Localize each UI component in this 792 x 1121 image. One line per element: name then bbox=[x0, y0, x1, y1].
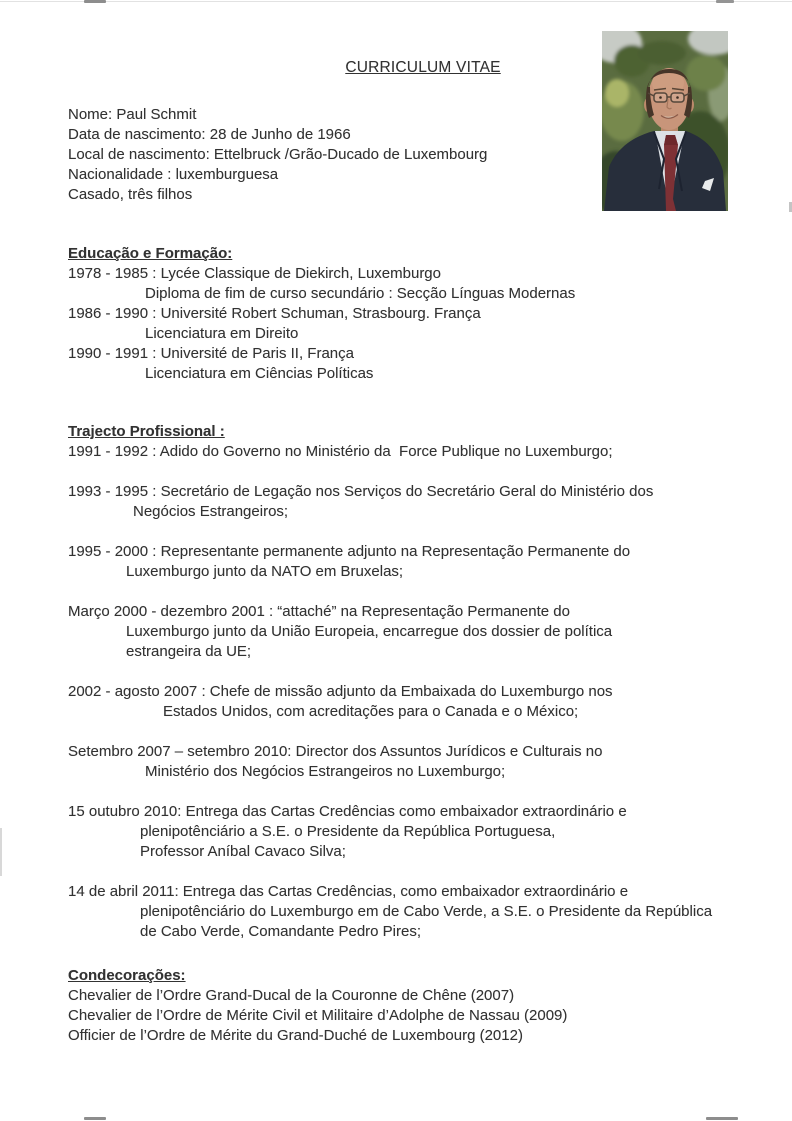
education-line: Licenciatura em Direito bbox=[145, 325, 299, 342]
career-line: 14 de abril 2011: Entrega das Cartas Credências, como embaixador extraordinário e bbox=[68, 883, 629, 900]
career-line: plenipotênciário do Luxemburgo em de Cabo Verde, a S.E. o Presidente da República bbox=[140, 903, 713, 920]
career-line: estrangeira da UE; bbox=[126, 643, 252, 660]
personal-name-line: Nome: Paul Schmit bbox=[68, 106, 197, 123]
section-heading-career: Trajecto Profissional : bbox=[68, 423, 225, 440]
career-entry-1991 bbox=[68, 442, 764, 462]
personal-birthdate-line: Data de nascimento: 28 de Junho de 1966 bbox=[68, 126, 351, 143]
career-entry-2010 bbox=[68, 802, 764, 862]
scan-artifact-bottom-dash-left bbox=[84, 1117, 106, 1120]
section-education bbox=[68, 244, 764, 384]
career-entry-1995 bbox=[68, 542, 764, 582]
honors-line: Chevalier de l’Ordre de Mérite Civil et Militaire d’Adolphe de Nassau (2009) bbox=[68, 1007, 568, 1024]
career-entry-1993 bbox=[68, 482, 764, 522]
education-line: 1986 - 1990 : Université Robert Schuman, Strasbourg. França bbox=[68, 305, 481, 322]
career-line: Luxemburgo junto da União Europeia, encarregue dos dossier de política bbox=[126, 623, 613, 640]
section-honors bbox=[68, 966, 764, 1046]
career-line: 2002 - agosto 2007 : Chefe de missão adjunto da Embaixada do Luxemburgo nos bbox=[68, 683, 613, 700]
page-title: CURRICULUM VITAE bbox=[345, 59, 501, 76]
section-heading-education: Educação e Formação: bbox=[68, 245, 233, 262]
career-line: Professor Aníbal Cavaco Silva; bbox=[140, 843, 346, 860]
personal-family-line: Casado, três filhos bbox=[68, 186, 193, 203]
education-line: 1978 - 1985 : Lycée Classique de Diekirch, Luxemburgo bbox=[68, 265, 441, 282]
education-line: Licenciatura em Ciências Políticas bbox=[145, 365, 374, 382]
section-heading-honors: Condecorações: bbox=[68, 967, 186, 984]
career-line: 1991 - 1992 : Adido do Governo no Ministério da Force Publique no Luxemburgo; bbox=[68, 443, 613, 460]
honors-line: Chevalier de l’Ordre Grand-Ducal de la Couronne de Chêne (2007) bbox=[68, 987, 515, 1004]
career-entry-2002 bbox=[68, 682, 764, 722]
career-line: Negócios Estrangeiros; bbox=[133, 503, 289, 520]
career-entry-2011 bbox=[68, 882, 764, 942]
career-entry-2007 bbox=[68, 742, 764, 782]
personal-birthplace-line: Local de nascimento: Ettelbruck /Grão-Ducado de Luxembourg bbox=[68, 146, 488, 163]
career-line: 1993 - 1995 : Secretário de Legação nos Serviços do Secretário Geral do Ministério dos bbox=[68, 483, 654, 500]
honors-line: Officier de l’Ordre de Mérite du Grand-Duché de Luxembourg (2012) bbox=[68, 1027, 523, 1044]
scan-artifact-bottom-dash-right bbox=[706, 1117, 738, 1120]
education-line: Diploma de fim de curso secundário : Secção Línguas Modernas bbox=[145, 285, 576, 302]
personal-nationality-line: Nacionalidade : luxemburguesa bbox=[68, 166, 279, 183]
career-line: Março 2000 - dezembro 2001 : “attaché” na Representação Permanente do bbox=[68, 603, 570, 620]
section-career bbox=[68, 422, 764, 942]
career-line: 1995 - 2000 : Representante permanente adjunto na Representação Permanente do bbox=[68, 543, 631, 560]
career-entry-2000 bbox=[68, 602, 764, 662]
education-line: 1990 - 1991 : Université de Paris II, França bbox=[68, 345, 354, 362]
career-line: Setembro 2007 – setembro 2010: Director dos Assuntos Jurídicos e Culturais no bbox=[68, 743, 603, 760]
career-line: 15 outubro 2010: Entrega das Cartas Credências como embaixador extraordinário e bbox=[68, 803, 627, 820]
career-line: Estados Unidos, com acreditações para o Canada e o México; bbox=[163, 703, 579, 720]
career-line: Luxemburgo junto da NATO em Bruxelas; bbox=[126, 563, 404, 580]
career-line: de Cabo Verde, Comandante Pedro Pires; bbox=[140, 923, 422, 940]
portrait-photo bbox=[602, 31, 728, 211]
career-line: Ministério dos Negócios Estrangeiros no Luxemburgo; bbox=[145, 763, 506, 780]
career-line: plenipotênciário a S.E. o Presidente da República Portuguesa, bbox=[140, 823, 556, 840]
